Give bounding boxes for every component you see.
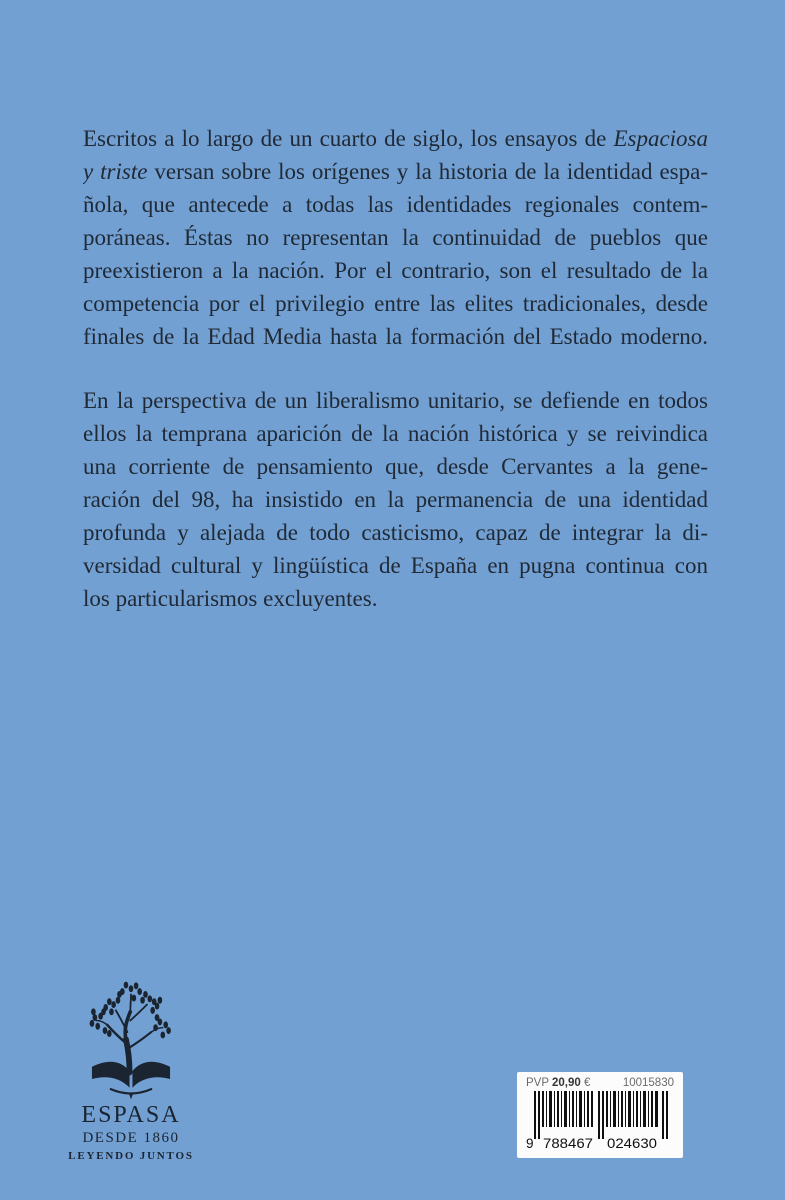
publisher-tagline: LEYENDO JUNTOS xyxy=(68,1150,194,1162)
pvp-label: PVP xyxy=(526,1077,549,1089)
synopsis-line: los particularismos excluyentes. xyxy=(83,586,378,611)
synopsis-line: competencia por el privilegio entre las elites tradicionales, desde xyxy=(83,291,708,316)
synopsis-line: una corriente de pensamiento que, desde Cervantes a la gene- xyxy=(83,454,708,479)
synopsis-line: ellos la temprana aparición de la nación histórica y se reivindica xyxy=(83,421,708,446)
synopsis-line: En la perspectiva de un liberalismo unitario, se defiende en todos xyxy=(83,388,708,413)
price-amount: 20,90 xyxy=(552,1077,581,1089)
ean-digit-first: 9 xyxy=(526,1136,534,1151)
ean-digits-group1: 788467 xyxy=(543,1136,593,1151)
price-barcode-sticker xyxy=(517,1072,683,1158)
publisher-name: ESPASA xyxy=(81,1102,181,1128)
synopsis-line: Escritos a lo largo de un cuarto de siglo, los ensayos de Espaciosa xyxy=(83,126,708,151)
price-value xyxy=(526,1077,590,1089)
ean-barcode-icon xyxy=(526,1091,674,1151)
synopsis-paragraph-1 xyxy=(83,122,708,353)
synopsis-line: ración del 98, ha insistido en la permanencia de una identidad xyxy=(83,487,708,512)
tree-book-icon xyxy=(87,980,175,1100)
synopsis-line: y triste versan sobre los orígenes y la historia de la identidad espa- xyxy=(83,159,708,184)
synopsis-line: ñola, que antecede a todas las identidades regionales contem- xyxy=(83,192,708,217)
synopsis-text xyxy=(83,122,708,646)
synopsis-line: versidad cultural y lingüística de España en pugna continua con xyxy=(83,553,708,578)
publisher-since: DESDE 1860 xyxy=(82,1130,180,1146)
ean-digits-group2: 024630 xyxy=(607,1136,657,1151)
synopsis-line: preexistieron a la nación. Por el contrario, son el resultado de la xyxy=(83,258,708,283)
synopsis-line: profunda y alejada de todo casticismo, capaz de integrar la di- xyxy=(83,520,708,545)
synopsis-paragraph-2 xyxy=(83,384,708,615)
sticker-price-row xyxy=(526,1077,674,1089)
currency-sign: € xyxy=(584,1077,591,1089)
synopsis-line: finales de la Edad Media hasta la formación del Estado moderno. xyxy=(83,324,708,349)
synopsis-line: poráneas. Éstas no representan la continuidad de pueblos que xyxy=(83,225,708,250)
espasa-publisher-logo xyxy=(64,980,198,1162)
reference-number: 10015830 xyxy=(622,1077,674,1089)
